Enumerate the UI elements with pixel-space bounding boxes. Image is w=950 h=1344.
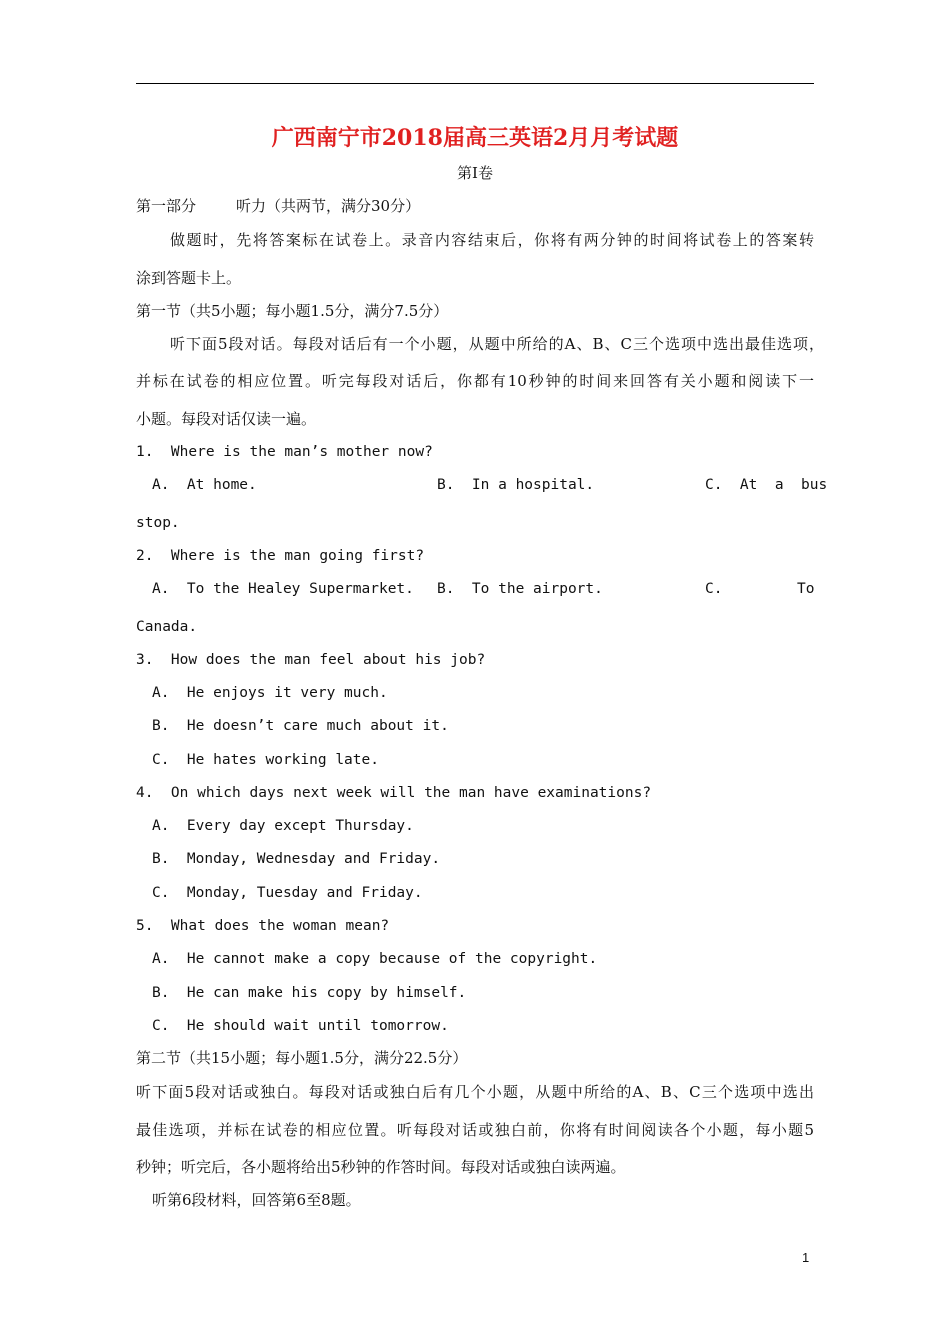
q5-option-c: C. He should wait until tomorrow. [152, 1018, 449, 1034]
q4-option-c: C. Monday, Tuesday and Friday. [152, 885, 423, 901]
q1-option-a: A. At home. [152, 477, 257, 493]
q1-option-b: B. In a hospital. [437, 477, 595, 493]
q2-option-b: B. To the airport. [437, 581, 603, 597]
volume-label: 第Ⅰ卷 [457, 164, 493, 182]
q3-option-c: C. He hates working late. [152, 752, 379, 768]
section2-intro-line1: 听下面5段对话或独白。每段对话或独白后有几个小题，从题中所给的A、B、C三个选项中选出 [136, 1083, 814, 1101]
q1-option-c-cont: stop. [136, 515, 180, 531]
question-5: 5. What does the woman mean? [136, 918, 390, 934]
q3-option-a: A. He enjoys it very much. [152, 685, 388, 701]
header-rule [136, 83, 814, 84]
q5-option-b: B. He can make his copy by himself. [152, 985, 467, 1001]
question-1: 1. Where is the man’s mother now? [136, 444, 433, 460]
section2-heading: 第二节（共15小题；每小题1.5分，满分22.5分） [136, 1049, 468, 1067]
q5-option-a: A. He cannot make a copy because of the copyright. [152, 951, 598, 967]
section2-intro-line2: 最佳选项，并标在试卷的相应位置。听每段对话或独白前，你将有时间阅读各个小题，每小题5 [136, 1121, 814, 1139]
q2-option-c-cont: Canada. [136, 619, 198, 635]
q2-option-c-word: To [797, 581, 815, 597]
question-3: 3. How does the man feel about his job? [136, 652, 486, 668]
section2-intro-line3: 秒钟；听完后，各小题将给出5秒钟的作答时间。每段对话或独白读两遍。 [136, 1158, 626, 1176]
part1-heading-b: 听力（共两节，满分30分） [236, 197, 421, 215]
section1-heading: 第一节（共5小题；每小题1.5分，满分7.5分） [136, 302, 449, 320]
q2-option-a: A. To the Healey Supermarket. [152, 581, 414, 597]
q4-option-b: B. Monday, Wednesday and Friday. [152, 851, 441, 867]
q1-option-c: C. At a bus [705, 477, 828, 493]
section1-intro-line1: 听下面5段对话。每段对话后有一个小题，从题中所给的A、B、C三个选项中选出最佳选项， [170, 335, 824, 353]
q3-option-b: B. He doesn’t care much about it. [152, 718, 449, 734]
page-number: 1 [802, 1250, 810, 1265]
section1-intro-line3: 小题。每段对话仅读一遍。 [136, 410, 317, 428]
q4-option-a: A. Every day except Thursday. [152, 818, 414, 834]
question-4: 4. On which days next week will the man have examinations? [136, 785, 652, 801]
material-6-instruction: 听第6段材料，回答第6至8题。 [152, 1191, 361, 1209]
question-2: 2. Where is the man going first? [136, 548, 425, 564]
part1-intro-line1: 做题时，先将答案标在试卷上。录音内容结束后，你将有两分钟的时间将试卷上的答案转 [170, 231, 814, 249]
document-title: 广西南宁市2018届高三英语2月月考试题 [271, 125, 679, 151]
q2-option-c: C. [705, 581, 723, 597]
section1-intro-line2: 并标在试卷的相应位置。听完每段对话后，你都有10秒钟的时间来回答有关小题和阅读下一 [136, 372, 814, 390]
part1-intro-line2: 涂到答题卡上。 [136, 269, 242, 287]
part1-heading-a: 第一部分 [136, 197, 197, 215]
